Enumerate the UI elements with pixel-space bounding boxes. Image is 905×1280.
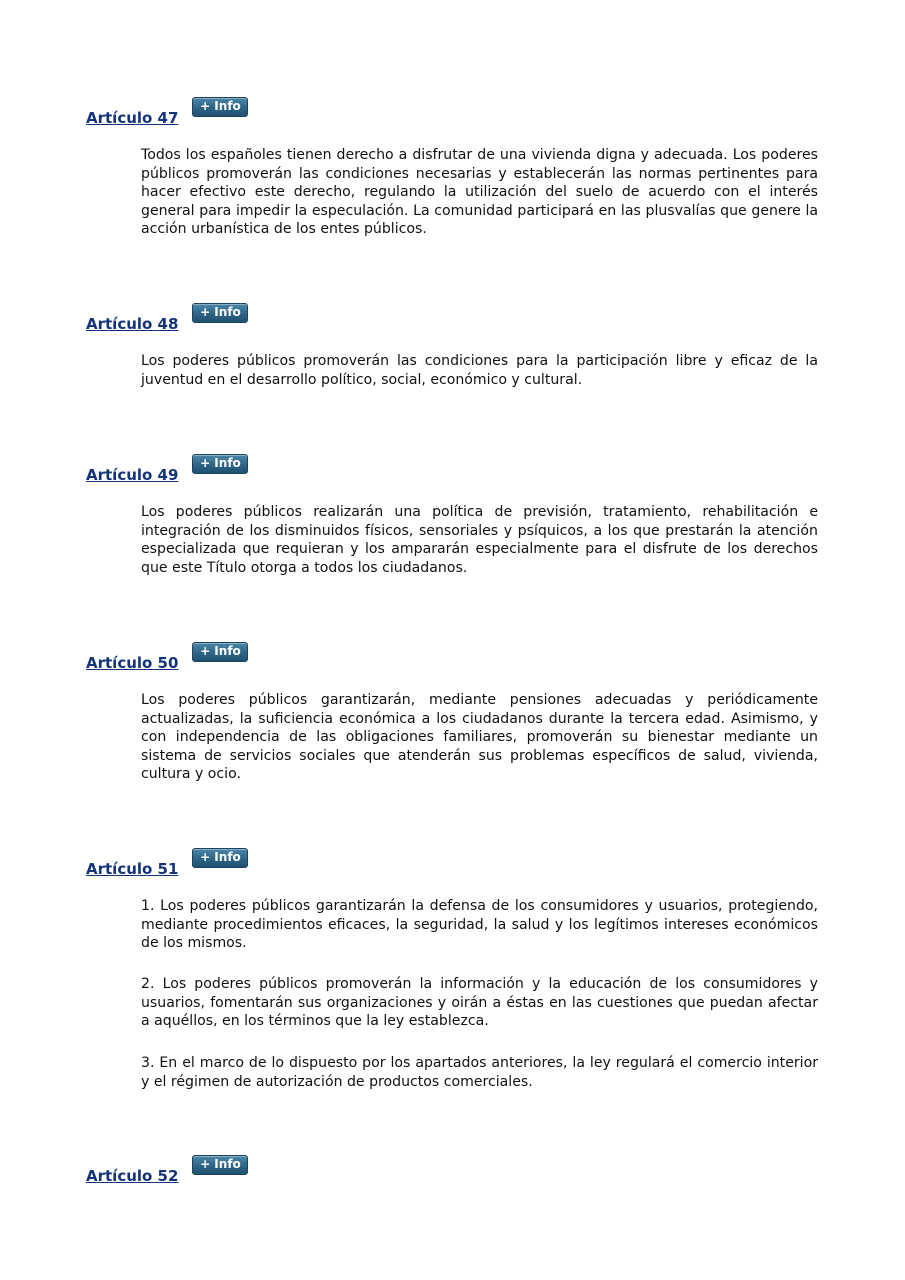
article-48-paragraph-1: Los poderes públicos promoverán las condiciones para la participación libre y eficaz de la juventud en el desarrollo político, social, económico y cultural. [141,353,818,388]
article-48-link[interactable]: Artículo 48 [86,315,179,333]
article-52-info-button[interactable]: + Info [192,1155,248,1175]
article-51-link[interactable]: Artículo 51 [86,860,179,878]
article-51-header [86,848,248,878]
article-49-link[interactable]: Artículo 49 [86,466,179,484]
article-50-paragraph-1: Los poderes públicos garantizarán, mediante pensiones adecuadas y periódicamente actualizadas, la suficiencia económica a los ciudadanos durante la tercera edad. Asimismo, y con independencia de las obligaciones familiares, promoverán su bienestar mediante un sistema de servicios sociales que atenderán sus problemas específicos de salud, vivienda, cultura y ocio. [141,692,818,783]
article-50-info-button[interactable]: + Info [192,642,248,662]
article-47-link[interactable]: Artículo 47 [86,109,179,127]
article-51-info-button[interactable]: + Info [192,848,248,868]
article-49-header [86,454,248,484]
article-48-header [86,303,248,333]
article-52-link[interactable]: Artículo 52 [86,1167,179,1185]
article-52-header [86,1155,248,1185]
article-49-paragraph-1: Los poderes públicos realizarán una política de previsión, tratamiento, rehabilitación e integración de los disminuidos físicos, sensoriales y psíquicos, a los que prestarán la atención especializada que requieran y los ampararán especialmente para el disfrute de los derechos que este Título otorga a todos los ciudadanos. [141,504,818,576]
article-50-link[interactable]: Artículo 50 [86,654,179,672]
article-48-info-button[interactable]: + Info [192,303,248,323]
article-47-paragraph-1: Todos los españoles tienen derecho a disfrutar de una vivienda digna y adecuada. Los poderes públicos promoverán las condiciones necesarias y establecerán las normas pertinentes para hacer efectivo este derecho, regulando la utilización del suelo de acuerdo con el interés general para impedir la especulación. La comunidad participará en las plusvalías que genere la acción urbanística de los entes públicos. [141,147,818,238]
article-49-info-button[interactable]: + Info [192,454,248,474]
article-50-header [86,642,248,672]
article-51-paragraph-2: 2. Los poderes públicos promoverán la información y la educación de los consumidores y usuarios, fomentarán sus organizaciones y oirán a éstas en las cuestiones que puedan afectar a aquéllos, en los términos que la ley establezca. [141,976,818,1030]
article-51-paragraph-1: 1. Los poderes públicos garantizarán la defensa de los consumidores y usuarios, protegiendo, mediante procedimientos eficaces, la seguridad, la salud y los legítimos intereses económicos de los mismos. [141,898,818,952]
article-51-paragraph-3: 3. En el marco de lo dispuesto por los apartados anteriores, la ley regulará el comercio interior y el régimen de autorización de productos comerciales. [141,1055,818,1090]
article-47-header [86,97,248,127]
article-47-info-button[interactable]: + Info [192,97,248,117]
